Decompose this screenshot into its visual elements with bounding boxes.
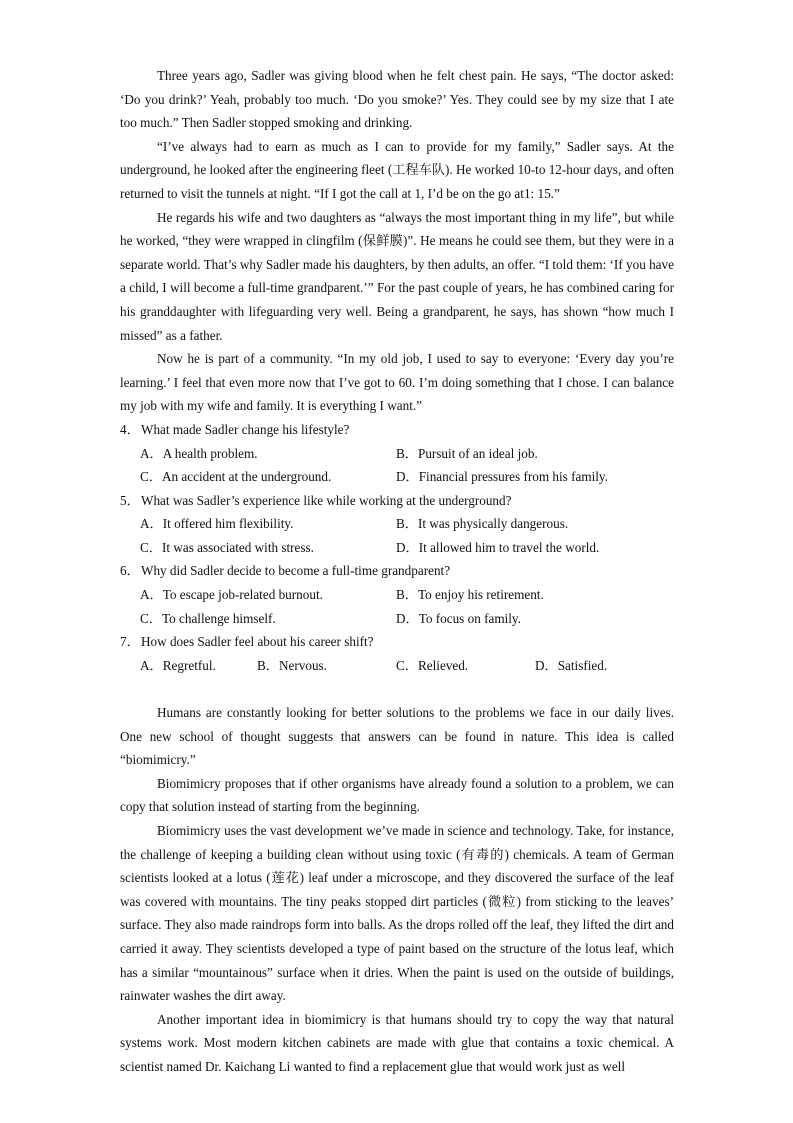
option-a: A．To escape job-related burnout. [140, 587, 323, 603]
question-number: 6． [120, 563, 140, 579]
question-5 [120, 489, 674, 513]
option-b: B．To enjoy his retirement. [396, 587, 544, 603]
option-a: A．A health problem. [140, 445, 258, 461]
document-page [120, 64, 674, 1079]
options-row [120, 607, 674, 631]
option-d: D．Satisfied. [535, 657, 608, 673]
paragraph: Biomimicry proposes that if other organisms have already found a solution to a problem, we can copy that solution instead of starting from the beginning. [120, 775, 674, 815]
question-text: What was Sadler’s experience like while working at the underground? [141, 492, 512, 508]
options-row [120, 442, 674, 466]
options-row [120, 583, 674, 607]
option-b: B．It was physically dangerous. [396, 516, 569, 532]
option-a: A．It offered him flexibility. [140, 516, 294, 532]
paragraph: Humans are constantly looking for better solutions to the problems we face in our daily lives. One new school of thought suggests that answers can be found in nature. This idea is called “biomimicry.” [120, 705, 674, 768]
options-row [120, 536, 674, 560]
question-number: 7． [120, 634, 140, 650]
paragraph: Now he is part of a community. “In my old job, I used to say to everyone: ‘Every day you’re learning.’ I feel that even more now that I’ve got to 60. I’m doing something that I chose. I can balance my job with my wife and family. It is everything I want.” [120, 351, 674, 414]
paragraph: Biomimicry uses the vast development we’ve made in science and technology. Take, for instance, the challenge of keeping a building clean without using toxic (有毒的) chemicals. A team of German scientists looked at a lotus (莲花) leaf under a microscope, and they discovered the surface of the leaf was covered with mountains. The tiny peaks stopped dirt particles (微粒) from sticking to the leaves’ surface. They also made raindrops form into balls. As the drops rolled off the leaf, they lifted the dirt and carried it away. They scientists developed a type of paint based on the structure of the lotus leaf, which has a similar “mountainous” surface when it dries. When the paint is used on the outside of buildings, rainwater washes the dirt away. [120, 823, 674, 1004]
option-b: B．Nervous. [257, 657, 327, 673]
question-number: 4． [120, 421, 140, 437]
paragraph: Another important idea in biomimicry is that humans should try to copy the way that natural systems work. Most modern kitchen cabinets are made with glue that contains a toxic chemical. A scientist named Dr. Kaichang Li wanted to find a replacement glue that would work just as well [120, 1011, 674, 1074]
section-spacer [120, 677, 674, 701]
option-d: D．Financial pressures from his family. [396, 469, 608, 485]
question-4 [120, 418, 674, 442]
options-row [120, 512, 674, 536]
option-d: D．It allowed him to travel the world. [396, 539, 600, 555]
paragraph: Three years ago, Sadler was giving blood when he felt chest pain. He says, “The doctor asked: ‘Do you drink?’ Yeah, probably too much. ‘Do you smoke?’ Yes. They could see by my size that I ate too much.” Then Sadler stopped smoking and drinking. [120, 68, 674, 131]
options-row [120, 654, 674, 678]
option-b: B．Pursuit of an ideal job. [396, 445, 538, 461]
question-block [120, 418, 674, 678]
passage-biomimicry [120, 701, 674, 1079]
option-a: A．Regretful. [140, 657, 216, 673]
option-c: C．To challenge himself. [140, 610, 276, 626]
passage-sadler [120, 64, 674, 418]
option-c: C．An accident at the underground. [140, 469, 332, 485]
option-c: C．It was associated with stress. [140, 539, 314, 555]
options-row [120, 465, 674, 489]
question-6 [120, 559, 674, 583]
question-text: Why did Sadler decide to become a full-time grandparent? [141, 563, 451, 579]
question-text: What made Sadler change his lifestyle? [141, 421, 350, 437]
question-text: How does Sadler feel about his career shift? [141, 634, 374, 650]
option-d: D．To focus on family. [396, 610, 521, 626]
paragraph: “I’ve always had to earn as much as I can to provide for my family,” Sadler says. At the underground, he looked after the engineering fleet (工程车队). He worked 10-to 12-hour days, and often returned to visit the tunnels at night. “If I got the call at 1, I’d be on the go at1: 15.” [120, 138, 674, 201]
question-7 [120, 630, 674, 654]
paragraph: He regards his wife and two daughters as “always the most important thing in my life”, but while he worked, “they were wrapped in clingfilm (保鲜膜)”. He means he could see them, but they were in a separate world. That’s why Sadler made his daughters, by then adults, an offer. “I told them: ‘If you have a child, I will become a full-time grandparent.’” For the past couple of years, he has combined caring for his granddaughter with lifeguarding very well. Being a grandparent, he says, has shown “how much I missed” as a father. [120, 209, 674, 343]
option-c: C．Relieved. [396, 657, 469, 673]
question-number: 5． [120, 492, 140, 508]
